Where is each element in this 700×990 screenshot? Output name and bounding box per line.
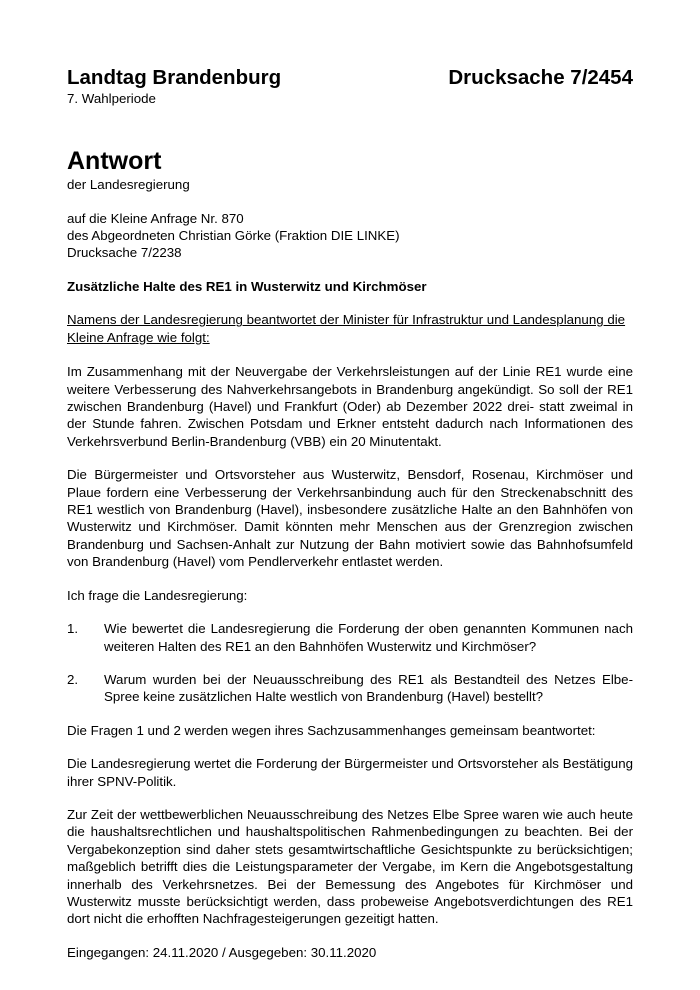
question-text: Wie bewertet die Landesregierung die Forderung der oben genannten Kommunen nach weiteren Halten des RE1 an den Bahnhöfen Wusterwitz und Kirchmöser? xyxy=(104,621,633,654)
answer-subtitle: der Landesregierung xyxy=(67,177,190,192)
document-header xyxy=(67,66,633,90)
inquiry-line: Drucksache 7/2238 xyxy=(67,245,182,260)
answer-paragraph: Die Fragen 1 und 2 werden wegen ihres Sachzusammenhanges gemeinsam beantwortet: xyxy=(67,722,596,738)
intro-statement: Namens der Landesregierung beantwortet der Minister für Infrastruktur und Landesplanung die Kleine Anfrage wie folgt: xyxy=(67,312,626,345)
inquiry-line: auf die Kleine Anfrage Nr. 870 xyxy=(67,211,244,226)
question-number: 2. xyxy=(67,671,79,687)
footer-dates: Eingegangen: 24.11.2020 / Ausgegeben: 30.11.2020 xyxy=(67,944,377,960)
answer-paragraph: Zur Zeit der wettbewerblichen Neuausschreibung des Netzes Elbe Spree waren wie auch heute die haushaltsrechtlichen und haushaltspolitischen Rahmenbedingungen zu beachten. Bei der Vergabekonzeption sind daher stets gesamtwirtschaftliche Gesichtspunkte zu berücksichtigen; maßgeblich betrifft dies die Leistungsparameter der Vergabe, im Kern die Angebotsgestaltung innerhalb des Verkehrsnetzes. Bei der Bemessung des Angebotes für Kirchmöser und Wusterwitz musste berücksichtigt werden, dass probeweise Angebotsverdichtungen des RE1 dort nicht die erhofften Nachfragesteigerungen gezeitigt hatten. xyxy=(67,806,633,927)
subject-title: Zusätzliche Halte des RE1 in Wusterwitz und Kirchmöser xyxy=(67,279,427,294)
paragraph: Im Zusammenhang mit der Neuvergabe der Verkehrsleistungen auf der Linie RE1 wurde eine weitere Verbesserung des Nahverkehrsangebots in Brandenburg angekündigt. So soll der RE1 zwischen Brandenburg (Havel) und Frankfurt (Oder) ab Dezember 2022 drei- statt zweimal in der Stunde fahren. Zwischen Potsdam und Erkner entsteht dadurch nach Informationen des Verkehrsverbund Berlin-Brandenburg (VBB) ein 20 Minutentakt. xyxy=(67,364,633,449)
answer-heading: Antwort xyxy=(67,147,162,175)
parliament-title: Landtag Brandenburg xyxy=(67,66,282,89)
inquiry-line: des Abgeordneten Christian Görke (Fraktion DIE LINKE) xyxy=(67,228,400,243)
inquiry-reference xyxy=(67,210,633,261)
paragraph: Die Bürgermeister und Ortsvorsteher aus Wusterwitz, Bensdorf, Rosenau, Kirchmöser und Plaue fordern eine Verbesserung der Verkehrsanbindung auch für den Streckenabschnitt des RE1 westlich von Brandenburg (Havel), insbesondere zusätzliche Halte an den Bahnhöfen von Wusterwitz und Kirchmöser. Damit könnten mehr Menschen aus der Grenzregion zwischen Brandenburg und Sachsen-Anhalt zur Nutzung der Bahn motiviert sowie das Bahnhofsumfeld von Brandenburg (Havel) vom Pendlerverkehr entlastet werden. xyxy=(67,467,633,570)
paragraph: Ich frage die Landesregierung: xyxy=(67,587,248,603)
wahlperiode: 7. Wahlperiode xyxy=(67,91,156,106)
question-item xyxy=(67,671,633,706)
question-text: Warum wurden bei der Neuausschreibung des RE1 als Bestandteil des Netzes Elbe-Spree keine zusätzlichen Halte westlich von Brandenburg (Havel) bestellt? xyxy=(104,671,633,705)
document-page xyxy=(67,66,633,961)
question-number: 1. xyxy=(67,621,79,637)
drucksache-number: Drucksache 7/2454 xyxy=(448,66,633,89)
question-item xyxy=(67,620,633,655)
answer-paragraph: Die Landesregierung wertet die Forderung der Bürgermeister und Ortsvorsteher als Bestätigung ihrer SPNV-Politik. xyxy=(67,756,633,789)
